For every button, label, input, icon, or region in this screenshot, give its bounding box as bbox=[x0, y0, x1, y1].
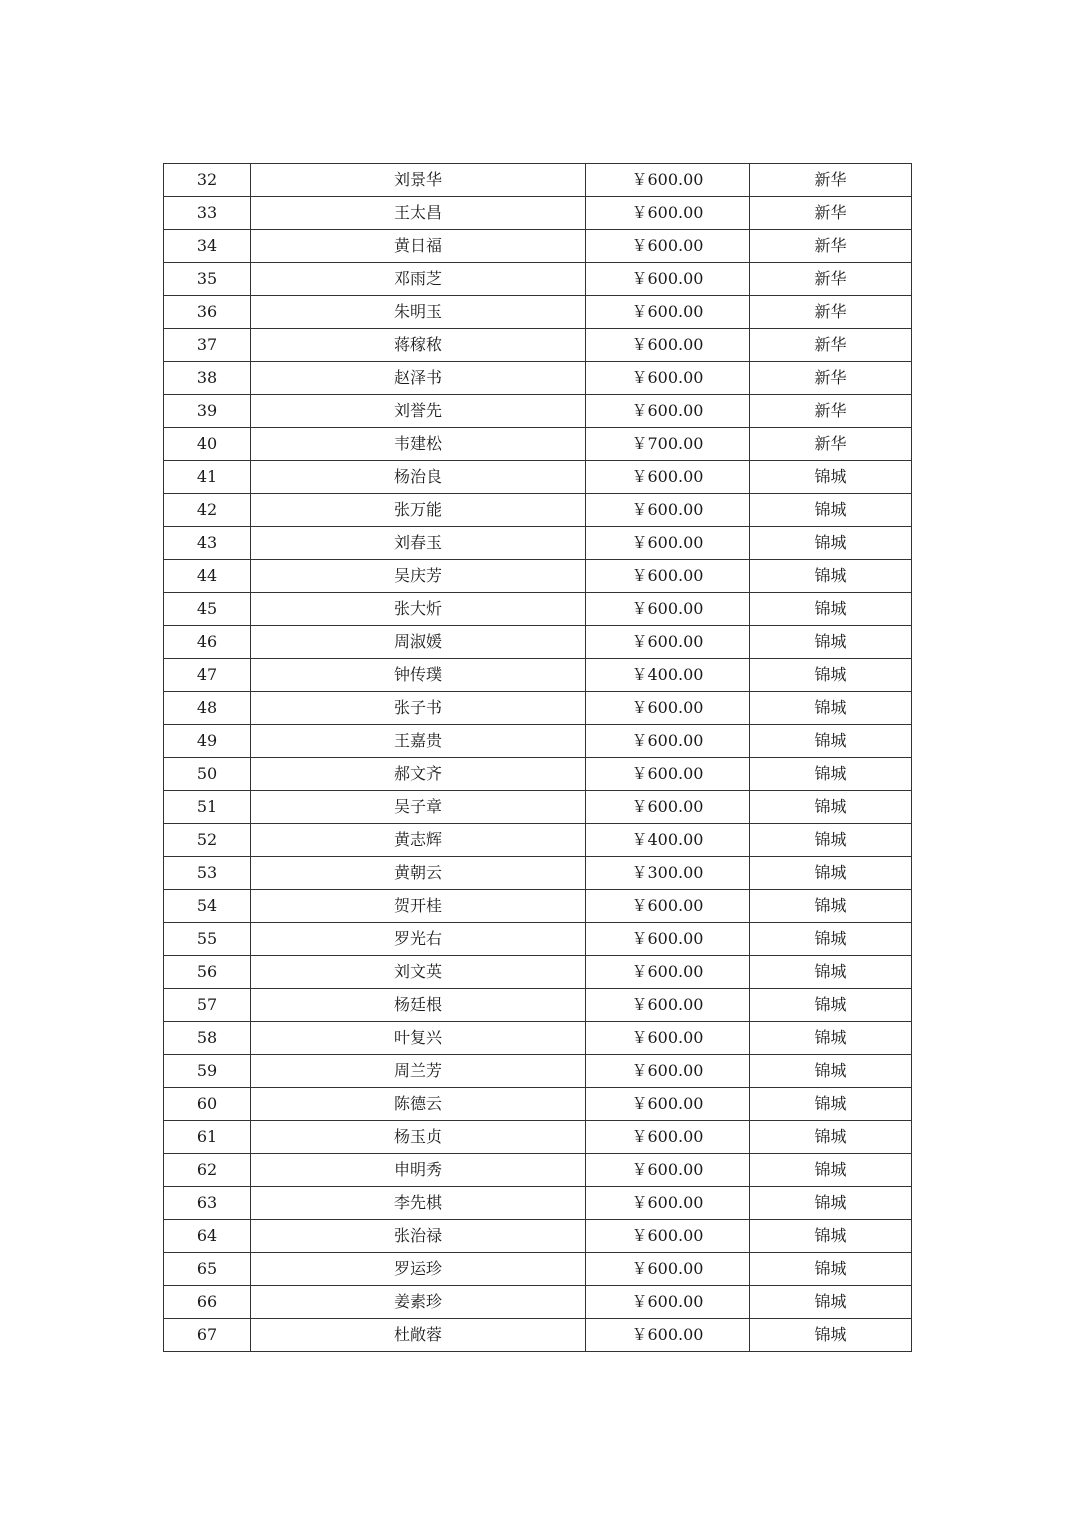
area-cell: 锦城 bbox=[750, 1055, 912, 1088]
area-cell: 新华 bbox=[750, 329, 912, 362]
area-cell: 新华 bbox=[750, 230, 912, 263]
row-number-cell: 57 bbox=[164, 989, 251, 1022]
amount-cell: ￥600.00 bbox=[586, 956, 750, 989]
amount-cell: ￥600.00 bbox=[586, 1055, 750, 1088]
amount-cell: ￥600.00 bbox=[586, 362, 750, 395]
table-row bbox=[164, 461, 912, 494]
roster-table bbox=[163, 163, 912, 1352]
table-row bbox=[164, 791, 912, 824]
area-cell: 新华 bbox=[750, 164, 912, 197]
area-cell: 新华 bbox=[750, 197, 912, 230]
person-name-cell: 张大炘 bbox=[251, 593, 586, 626]
area-cell: 锦城 bbox=[750, 1154, 912, 1187]
row-number-cell: 56 bbox=[164, 956, 251, 989]
row-number-cell: 40 bbox=[164, 428, 251, 461]
table-row bbox=[164, 263, 912, 296]
row-number-cell: 34 bbox=[164, 230, 251, 263]
row-number-cell: 36 bbox=[164, 296, 251, 329]
row-number-cell: 52 bbox=[164, 824, 251, 857]
table-row bbox=[164, 857, 912, 890]
amount-cell: ￥600.00 bbox=[586, 692, 750, 725]
row-number-cell: 32 bbox=[164, 164, 251, 197]
area-cell: 锦城 bbox=[750, 923, 912, 956]
table-row bbox=[164, 692, 912, 725]
row-number-cell: 49 bbox=[164, 725, 251, 758]
person-name-cell: 邓雨芝 bbox=[251, 263, 586, 296]
table-row bbox=[164, 1286, 912, 1319]
row-number-cell: 43 bbox=[164, 527, 251, 560]
area-cell: 新华 bbox=[750, 296, 912, 329]
area-cell: 锦城 bbox=[750, 791, 912, 824]
table-row bbox=[164, 923, 912, 956]
amount-cell: ￥600.00 bbox=[586, 560, 750, 593]
row-number-cell: 45 bbox=[164, 593, 251, 626]
table-row bbox=[164, 626, 912, 659]
amount-cell: ￥600.00 bbox=[586, 890, 750, 923]
person-name-cell: 黄志辉 bbox=[251, 824, 586, 857]
table-row bbox=[164, 164, 912, 197]
amount-cell: ￥400.00 bbox=[586, 824, 750, 857]
amount-cell: ￥600.00 bbox=[586, 1319, 750, 1352]
row-number-cell: 51 bbox=[164, 791, 251, 824]
row-number-cell: 50 bbox=[164, 758, 251, 791]
area-cell: 新华 bbox=[750, 362, 912, 395]
person-name-cell: 钟传璞 bbox=[251, 659, 586, 692]
area-cell: 锦城 bbox=[750, 461, 912, 494]
amount-cell: ￥600.00 bbox=[586, 758, 750, 791]
row-number-cell: 62 bbox=[164, 1154, 251, 1187]
person-name-cell: 黄日福 bbox=[251, 230, 586, 263]
area-cell: 锦城 bbox=[750, 659, 912, 692]
person-name-cell: 王太昌 bbox=[251, 197, 586, 230]
amount-cell: ￥600.00 bbox=[586, 1187, 750, 1220]
row-number-cell: 53 bbox=[164, 857, 251, 890]
area-cell: 锦城 bbox=[750, 1220, 912, 1253]
area-cell: 锦城 bbox=[750, 857, 912, 890]
table-row bbox=[164, 230, 912, 263]
row-number-cell: 54 bbox=[164, 890, 251, 923]
table-row bbox=[164, 824, 912, 857]
amount-cell: ￥600.00 bbox=[586, 395, 750, 428]
amount-cell: ￥600.00 bbox=[586, 1154, 750, 1187]
table-row bbox=[164, 890, 912, 923]
person-name-cell: 杨治良 bbox=[251, 461, 586, 494]
table-row bbox=[164, 362, 912, 395]
amount-cell: ￥600.00 bbox=[586, 329, 750, 362]
area-cell: 锦城 bbox=[750, 824, 912, 857]
area-cell: 锦城 bbox=[750, 725, 912, 758]
person-name-cell: 朱明玉 bbox=[251, 296, 586, 329]
amount-cell: ￥600.00 bbox=[586, 230, 750, 263]
person-name-cell: 杨廷根 bbox=[251, 989, 586, 1022]
area-cell: 锦城 bbox=[750, 560, 912, 593]
amount-cell: ￥600.00 bbox=[586, 923, 750, 956]
amount-cell: ￥600.00 bbox=[586, 989, 750, 1022]
person-name-cell: 张治禄 bbox=[251, 1220, 586, 1253]
row-number-cell: 55 bbox=[164, 923, 251, 956]
person-name-cell: 张子书 bbox=[251, 692, 586, 725]
amount-cell: ￥600.00 bbox=[586, 461, 750, 494]
row-number-cell: 41 bbox=[164, 461, 251, 494]
table-row bbox=[164, 197, 912, 230]
row-number-cell: 63 bbox=[164, 1187, 251, 1220]
person-name-cell: 王嘉贵 bbox=[251, 725, 586, 758]
person-name-cell: 刘誉先 bbox=[251, 395, 586, 428]
amount-cell: ￥600.00 bbox=[586, 1220, 750, 1253]
area-cell: 锦城 bbox=[750, 1253, 912, 1286]
person-name-cell: 刘春玉 bbox=[251, 527, 586, 560]
person-name-cell: 杨玉贞 bbox=[251, 1121, 586, 1154]
person-name-cell: 赵泽书 bbox=[251, 362, 586, 395]
area-cell: 锦城 bbox=[750, 494, 912, 527]
person-name-cell: 郝文齐 bbox=[251, 758, 586, 791]
person-name-cell: 周兰芳 bbox=[251, 1055, 586, 1088]
row-number-cell: 38 bbox=[164, 362, 251, 395]
amount-cell: ￥300.00 bbox=[586, 857, 750, 890]
row-number-cell: 60 bbox=[164, 1088, 251, 1121]
person-name-cell: 黄朝云 bbox=[251, 857, 586, 890]
area-cell: 锦城 bbox=[750, 527, 912, 560]
row-number-cell: 65 bbox=[164, 1253, 251, 1286]
row-number-cell: 47 bbox=[164, 659, 251, 692]
person-name-cell: 申明秀 bbox=[251, 1154, 586, 1187]
table-row bbox=[164, 1154, 912, 1187]
roster-table-body bbox=[164, 164, 912, 1352]
row-number-cell: 46 bbox=[164, 626, 251, 659]
person-name-cell: 韦建松 bbox=[251, 428, 586, 461]
table-row bbox=[164, 296, 912, 329]
row-number-cell: 44 bbox=[164, 560, 251, 593]
amount-cell: ￥600.00 bbox=[586, 1022, 750, 1055]
person-name-cell: 刘景华 bbox=[251, 164, 586, 197]
amount-cell: ￥600.00 bbox=[586, 1253, 750, 1286]
table-row bbox=[164, 593, 912, 626]
amount-cell: ￥600.00 bbox=[586, 593, 750, 626]
table-row bbox=[164, 1055, 912, 1088]
area-cell: 锦城 bbox=[750, 593, 912, 626]
table-row bbox=[164, 527, 912, 560]
person-name-cell: 姜素珍 bbox=[251, 1286, 586, 1319]
area-cell: 新华 bbox=[750, 395, 912, 428]
table-row bbox=[164, 1319, 912, 1352]
person-name-cell: 贺开桂 bbox=[251, 890, 586, 923]
row-number-cell: 67 bbox=[164, 1319, 251, 1352]
amount-cell: ￥600.00 bbox=[586, 1286, 750, 1319]
amount-cell: ￥600.00 bbox=[586, 791, 750, 824]
table-row bbox=[164, 989, 912, 1022]
area-cell: 锦城 bbox=[750, 1121, 912, 1154]
row-number-cell: 33 bbox=[164, 197, 251, 230]
amount-cell: ￥600.00 bbox=[586, 164, 750, 197]
amount-cell: ￥600.00 bbox=[586, 1088, 750, 1121]
amount-cell: ￥600.00 bbox=[586, 296, 750, 329]
table-row bbox=[164, 560, 912, 593]
person-name-cell: 陈德云 bbox=[251, 1088, 586, 1121]
table-row bbox=[164, 1220, 912, 1253]
row-number-cell: 42 bbox=[164, 494, 251, 527]
row-number-cell: 66 bbox=[164, 1286, 251, 1319]
table-row bbox=[164, 428, 912, 461]
person-name-cell: 周淑媛 bbox=[251, 626, 586, 659]
person-name-cell: 杜敞蓉 bbox=[251, 1319, 586, 1352]
amount-cell: ￥400.00 bbox=[586, 659, 750, 692]
row-number-cell: 37 bbox=[164, 329, 251, 362]
person-name-cell: 叶复兴 bbox=[251, 1022, 586, 1055]
person-name-cell: 张万能 bbox=[251, 494, 586, 527]
table-row bbox=[164, 395, 912, 428]
area-cell: 锦城 bbox=[750, 956, 912, 989]
area-cell: 锦城 bbox=[750, 1022, 912, 1055]
person-name-cell: 吴庆芳 bbox=[251, 560, 586, 593]
area-cell: 锦城 bbox=[750, 1286, 912, 1319]
row-number-cell: 64 bbox=[164, 1220, 251, 1253]
table-row bbox=[164, 758, 912, 791]
area-cell: 锦城 bbox=[750, 1319, 912, 1352]
person-name-cell: 刘文英 bbox=[251, 956, 586, 989]
area-cell: 锦城 bbox=[750, 989, 912, 1022]
person-name-cell: 蒋稼秾 bbox=[251, 329, 586, 362]
person-name-cell: 吴子章 bbox=[251, 791, 586, 824]
table-row bbox=[164, 659, 912, 692]
row-number-cell: 61 bbox=[164, 1121, 251, 1154]
table-row bbox=[164, 494, 912, 527]
area-cell: 锦城 bbox=[750, 626, 912, 659]
row-number-cell: 35 bbox=[164, 263, 251, 296]
table-row bbox=[164, 1022, 912, 1055]
row-number-cell: 58 bbox=[164, 1022, 251, 1055]
amount-cell: ￥600.00 bbox=[586, 527, 750, 560]
table-row bbox=[164, 956, 912, 989]
amount-cell: ￥600.00 bbox=[586, 197, 750, 230]
table-row bbox=[164, 725, 912, 758]
person-name-cell: 罗光右 bbox=[251, 923, 586, 956]
area-cell: 新华 bbox=[750, 428, 912, 461]
area-cell: 锦城 bbox=[750, 1088, 912, 1121]
amount-cell: ￥600.00 bbox=[586, 1121, 750, 1154]
amount-cell: ￥600.00 bbox=[586, 725, 750, 758]
amount-cell: ￥600.00 bbox=[586, 494, 750, 527]
row-number-cell: 39 bbox=[164, 395, 251, 428]
area-cell: 锦城 bbox=[750, 890, 912, 923]
person-name-cell: 罗运珍 bbox=[251, 1253, 586, 1286]
row-number-cell: 59 bbox=[164, 1055, 251, 1088]
area-cell: 锦城 bbox=[750, 692, 912, 725]
row-number-cell: 48 bbox=[164, 692, 251, 725]
table-row bbox=[164, 329, 912, 362]
amount-cell: ￥700.00 bbox=[586, 428, 750, 461]
table-row bbox=[164, 1088, 912, 1121]
table-row bbox=[164, 1121, 912, 1154]
amount-cell: ￥600.00 bbox=[586, 263, 750, 296]
amount-cell: ￥600.00 bbox=[586, 626, 750, 659]
table-row bbox=[164, 1253, 912, 1286]
table-row bbox=[164, 1187, 912, 1220]
person-name-cell: 李先棋 bbox=[251, 1187, 586, 1220]
area-cell: 锦城 bbox=[750, 758, 912, 791]
area-cell: 新华 bbox=[750, 263, 912, 296]
area-cell: 锦城 bbox=[750, 1187, 912, 1220]
